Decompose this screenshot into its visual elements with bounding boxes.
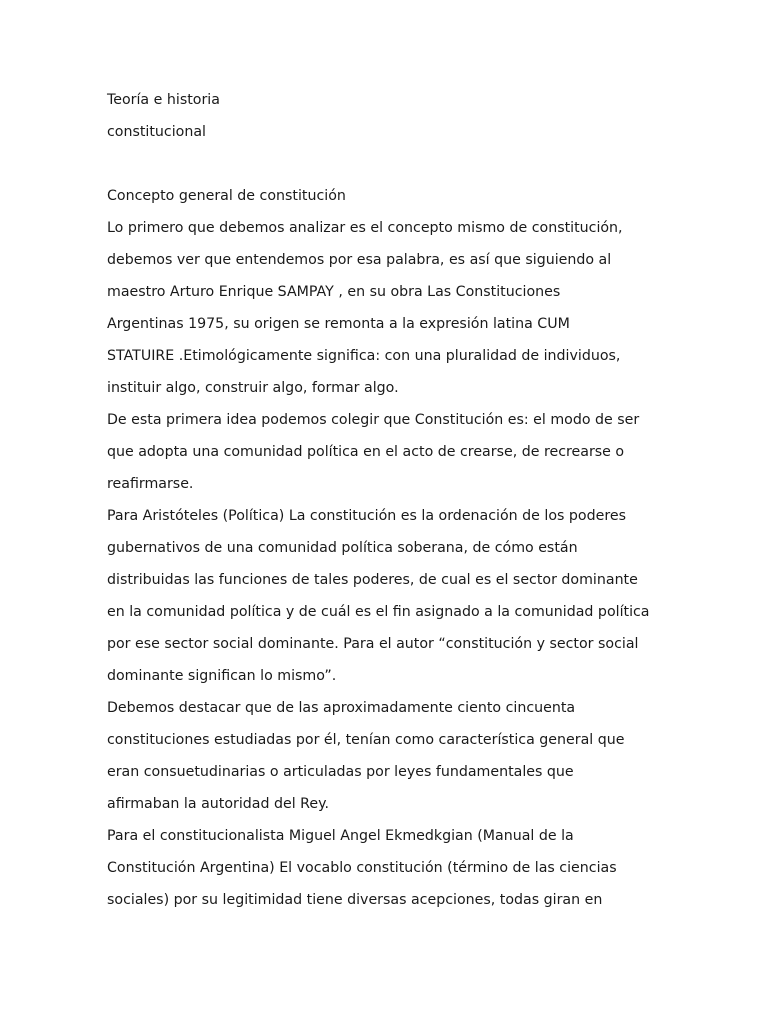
body-line: sociales) por su legitimidad tiene diversas acepciones, todas giran en xyxy=(107,892,603,908)
body-line: Debemos destacar que de las aproximadamente ciento cincuenta xyxy=(107,700,576,716)
body-line: afirmaban la autoridad del Rey. xyxy=(107,796,330,812)
body-line: gubernativos de una comunidad política soberana, de cómo están xyxy=(107,540,578,556)
body-line: dominante significan lo mismo”. xyxy=(107,668,337,684)
body-line: por ese sector social dominante. Para el autor “constitución y sector social xyxy=(107,636,639,652)
body-line: que adopta una comunidad política en el acto de crearse, de recrearse o xyxy=(107,444,625,460)
document-title-line-2: constitucional xyxy=(107,124,206,140)
body-line: De esta primera idea podemos colegir que Constitución es: el modo de ser xyxy=(107,412,640,428)
section-heading: Concepto general de constitución xyxy=(107,188,346,204)
body-line: en la comunidad política y de cuál es el fin asignado a la comunidad política xyxy=(107,604,650,620)
body-line: constituciones estudiadas por él, tenían como característica general que xyxy=(107,732,625,748)
body-line: eran consuetudinarias o articuladas por leyes fundamentales que xyxy=(107,764,574,780)
body-line: Constitución Argentina) El vocablo constitución (término de las ciencias xyxy=(107,860,617,876)
body-line: Para el constitucionalista Miguel Angel Ekmedkgian (Manual de la xyxy=(107,828,574,844)
body-line: STATUIRE .Etimológicamente significa: con una pluralidad de individuos, xyxy=(107,348,621,364)
body-line: maestro Arturo Enrique SAMPAY , en su obra Las Constituciones xyxy=(107,284,561,300)
document-body xyxy=(107,84,667,916)
body-line: instituir algo, construir algo, formar algo. xyxy=(107,380,399,396)
body-line: reafirmarse. xyxy=(107,476,194,492)
body-line: distribuidas las funciones de tales poderes, de cual es el sector dominante xyxy=(107,572,638,588)
body-line: Para Aristóteles (Política) La constitución es la ordenación de los poderes xyxy=(107,508,626,524)
body-line: Argentinas 1975, su origen se remonta a la expresión latina CUM xyxy=(107,316,570,332)
document-title-line-1: Teoría e historia xyxy=(107,92,220,108)
body-line: debemos ver que entendemos por esa palabra, es así que siguiendo al xyxy=(107,252,612,268)
blank-line xyxy=(107,148,667,180)
body-line: Lo primero que debemos analizar es el concepto mismo de constitución, xyxy=(107,220,623,236)
